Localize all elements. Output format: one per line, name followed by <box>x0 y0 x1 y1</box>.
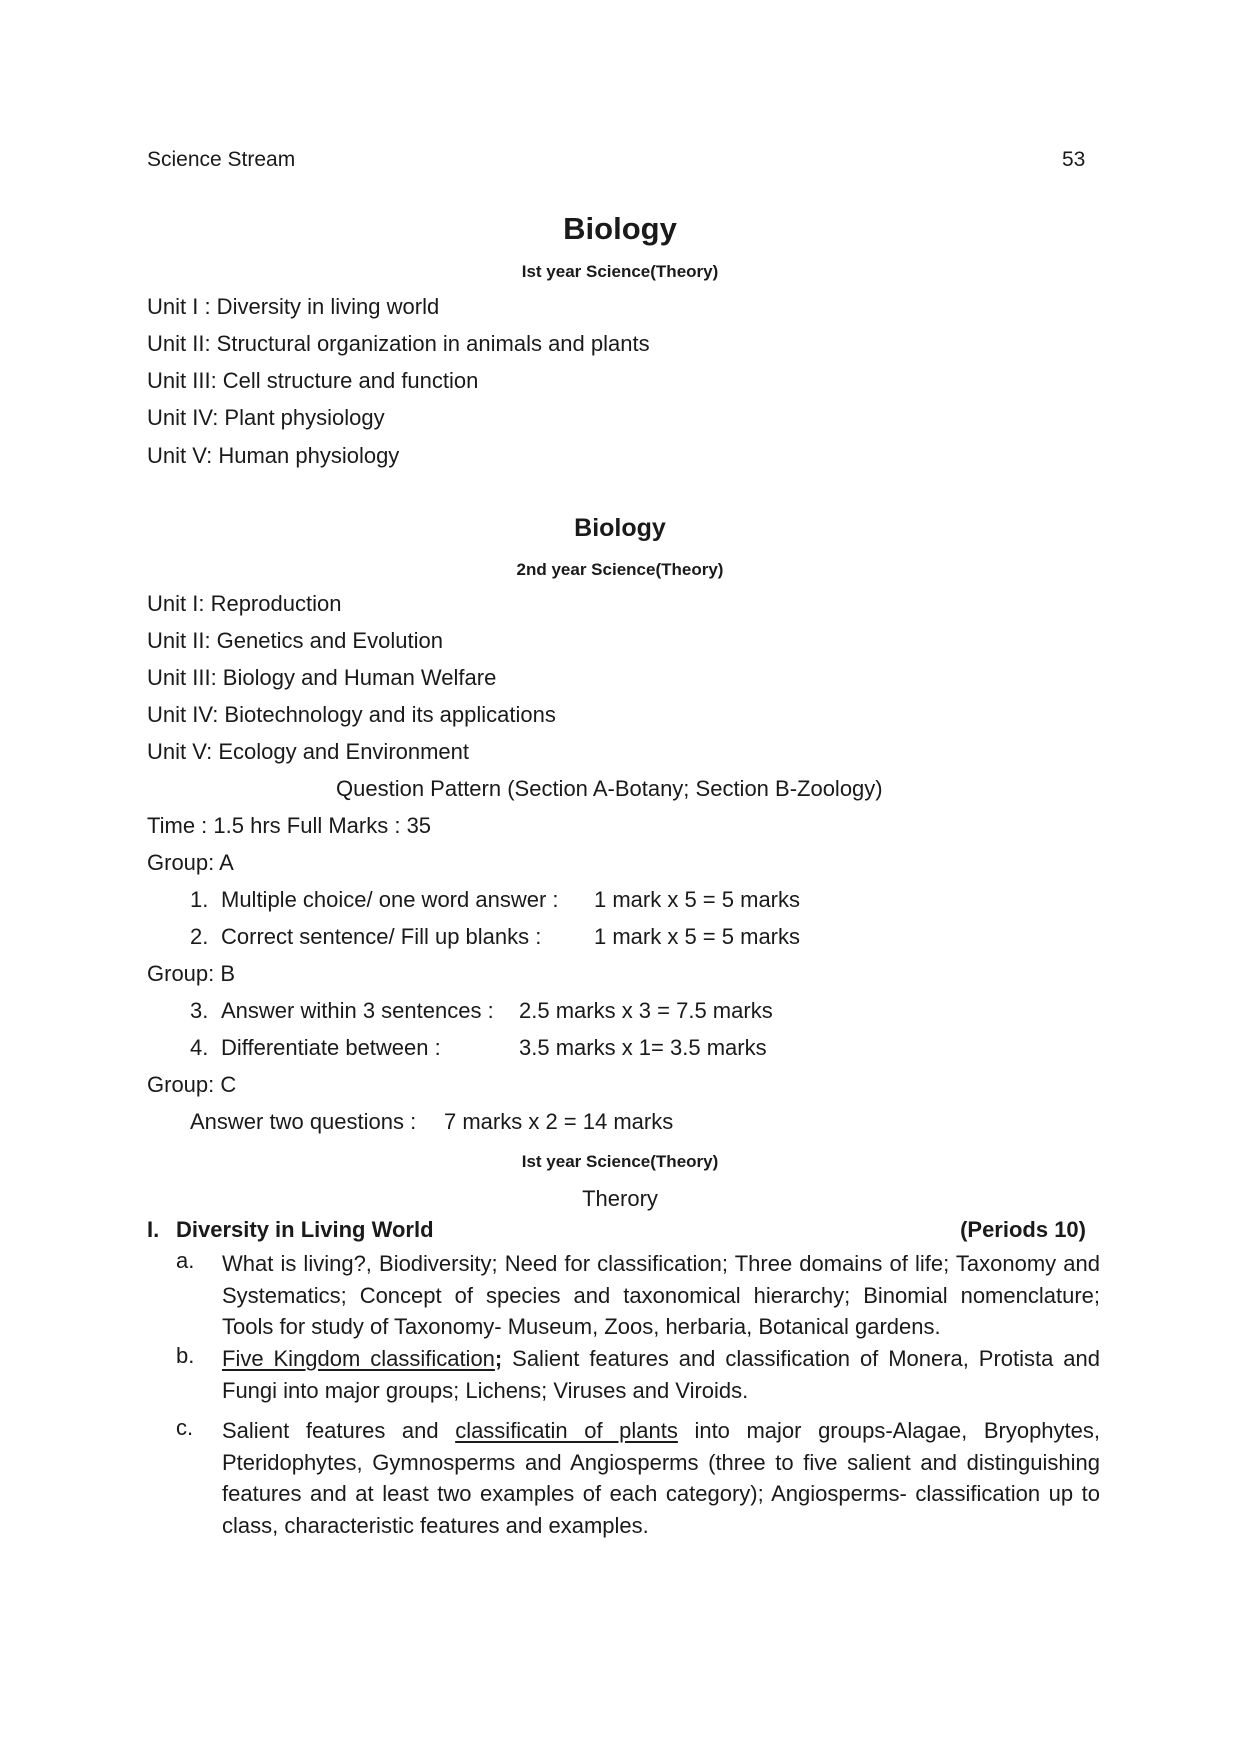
underlined-term: Five Kingdom classification <box>222 1346 495 1371</box>
unit-list-item: Unit I: Reproduction <box>147 591 342 616</box>
section-title: Biology <box>574 514 666 542</box>
theory-label: Therory <box>582 1186 658 1211</box>
time-and-marks: Time : 1.5 hrs Full Marks : 35 <box>147 813 432 838</box>
item-text: into major groups-Alagae, Bryophytes, Pteridophytes, Gymnosperms and Angiosperms (three to five salient and distinguishing features and at least two examples of each category); Angiosperms- classification up to class, characteristic features and examples. <box>222 1418 1101 1538</box>
unit-list-item: Unit IV: Plant physiology <box>147 405 385 430</box>
unit-list-item: Unit I : Diversity in living world <box>147 294 440 319</box>
question-marks: 1 mark x 5 = 5 marks <box>594 887 801 912</box>
question-type: Multiple choice/ one word answer : <box>221 887 559 912</box>
item-letter: a. <box>176 1248 195 1273</box>
question-marks: 7 marks x 2 = 14 marks <box>444 1109 674 1134</box>
separator: ; <box>494 1346 503 1371</box>
page-title: Biology <box>563 211 677 246</box>
question-number: 1. <box>190 887 209 912</box>
syllabus-item-c <box>222 1415 1100 1541</box>
unit-list-item: Unit III: Biology and Human Welfare <box>147 665 497 690</box>
item-text: Salient features and <box>222 1418 456 1443</box>
subtitle-syllabus: Ist year Science(Theory) <box>521 1152 719 1171</box>
item-text: Salient features and classification of Monera, Protista and Fungi into major groups; Lichens; Viruses and Viroids. <box>222 1346 1100 1403</box>
question-marks: 1 mark x 5 = 5 marks <box>594 924 801 949</box>
question-type: Answer two questions : <box>190 1109 417 1134</box>
question-number: 3. <box>190 998 209 1023</box>
unit-list-item: Unit II: Genetics and Evolution <box>147 628 443 653</box>
question-marks: 2.5 marks x 3 = 7.5 marks <box>519 998 773 1023</box>
subtitle-second-year: 2nd year Science(Theory) <box>516 560 724 579</box>
question-type: Correct sentence/ Fill up blanks : <box>221 924 542 949</box>
item-letter: b. <box>176 1343 195 1368</box>
question-number: 2. <box>190 924 209 949</box>
syllabus-item-b <box>222 1343 1100 1406</box>
question-number: 4. <box>190 1035 209 1060</box>
item-letter: c. <box>176 1415 194 1440</box>
page-number: 53 <box>1062 148 1086 171</box>
question-type: Differentiate between : <box>221 1035 441 1060</box>
underlined-term: classificatin of plants <box>455 1418 678 1443</box>
question-marks: 3.5 marks x 1= 3.5 marks <box>519 1035 767 1060</box>
group-c-label: Group: C <box>147 1072 237 1097</box>
unit-list-item: Unit IV: Biotechnology and its applications <box>147 702 556 727</box>
unit-list-item: Unit II: Structural organization in animals and plants <box>147 331 650 356</box>
subtitle-first-year: Ist year Science(Theory) <box>521 262 719 281</box>
group-b-label: Group: B <box>147 961 236 986</box>
section-heading: Diversity in Living World <box>176 1217 434 1242</box>
question-pattern-heading: Question Pattern (Section A-Botany; Section B-Zoology) <box>336 776 883 801</box>
section-periods: (Periods 10) <box>960 1217 1086 1242</box>
question-type: Answer within 3 sentences : <box>221 998 494 1023</box>
group-a-label: Group: A <box>147 850 234 875</box>
section-number: I. <box>147 1217 160 1242</box>
syllabus-item-a: What is living?, Biodiversity; Need for classification; Three domains of life; Taxonomy and Systematics; Concept of species and taxonomical hierarchy; Binomial nomenclature; Tools for study of Taxonomy- Museum, Zoos, herbaria, Botanical gardens. <box>222 1251 1100 1339</box>
running-header: Science Stream <box>147 148 296 171</box>
unit-list-item: Unit III: Cell structure and function <box>147 368 479 393</box>
unit-list-item: Unit V: Ecology and Environment <box>147 739 470 764</box>
unit-list-item: Unit V: Human physiology <box>147 443 400 468</box>
